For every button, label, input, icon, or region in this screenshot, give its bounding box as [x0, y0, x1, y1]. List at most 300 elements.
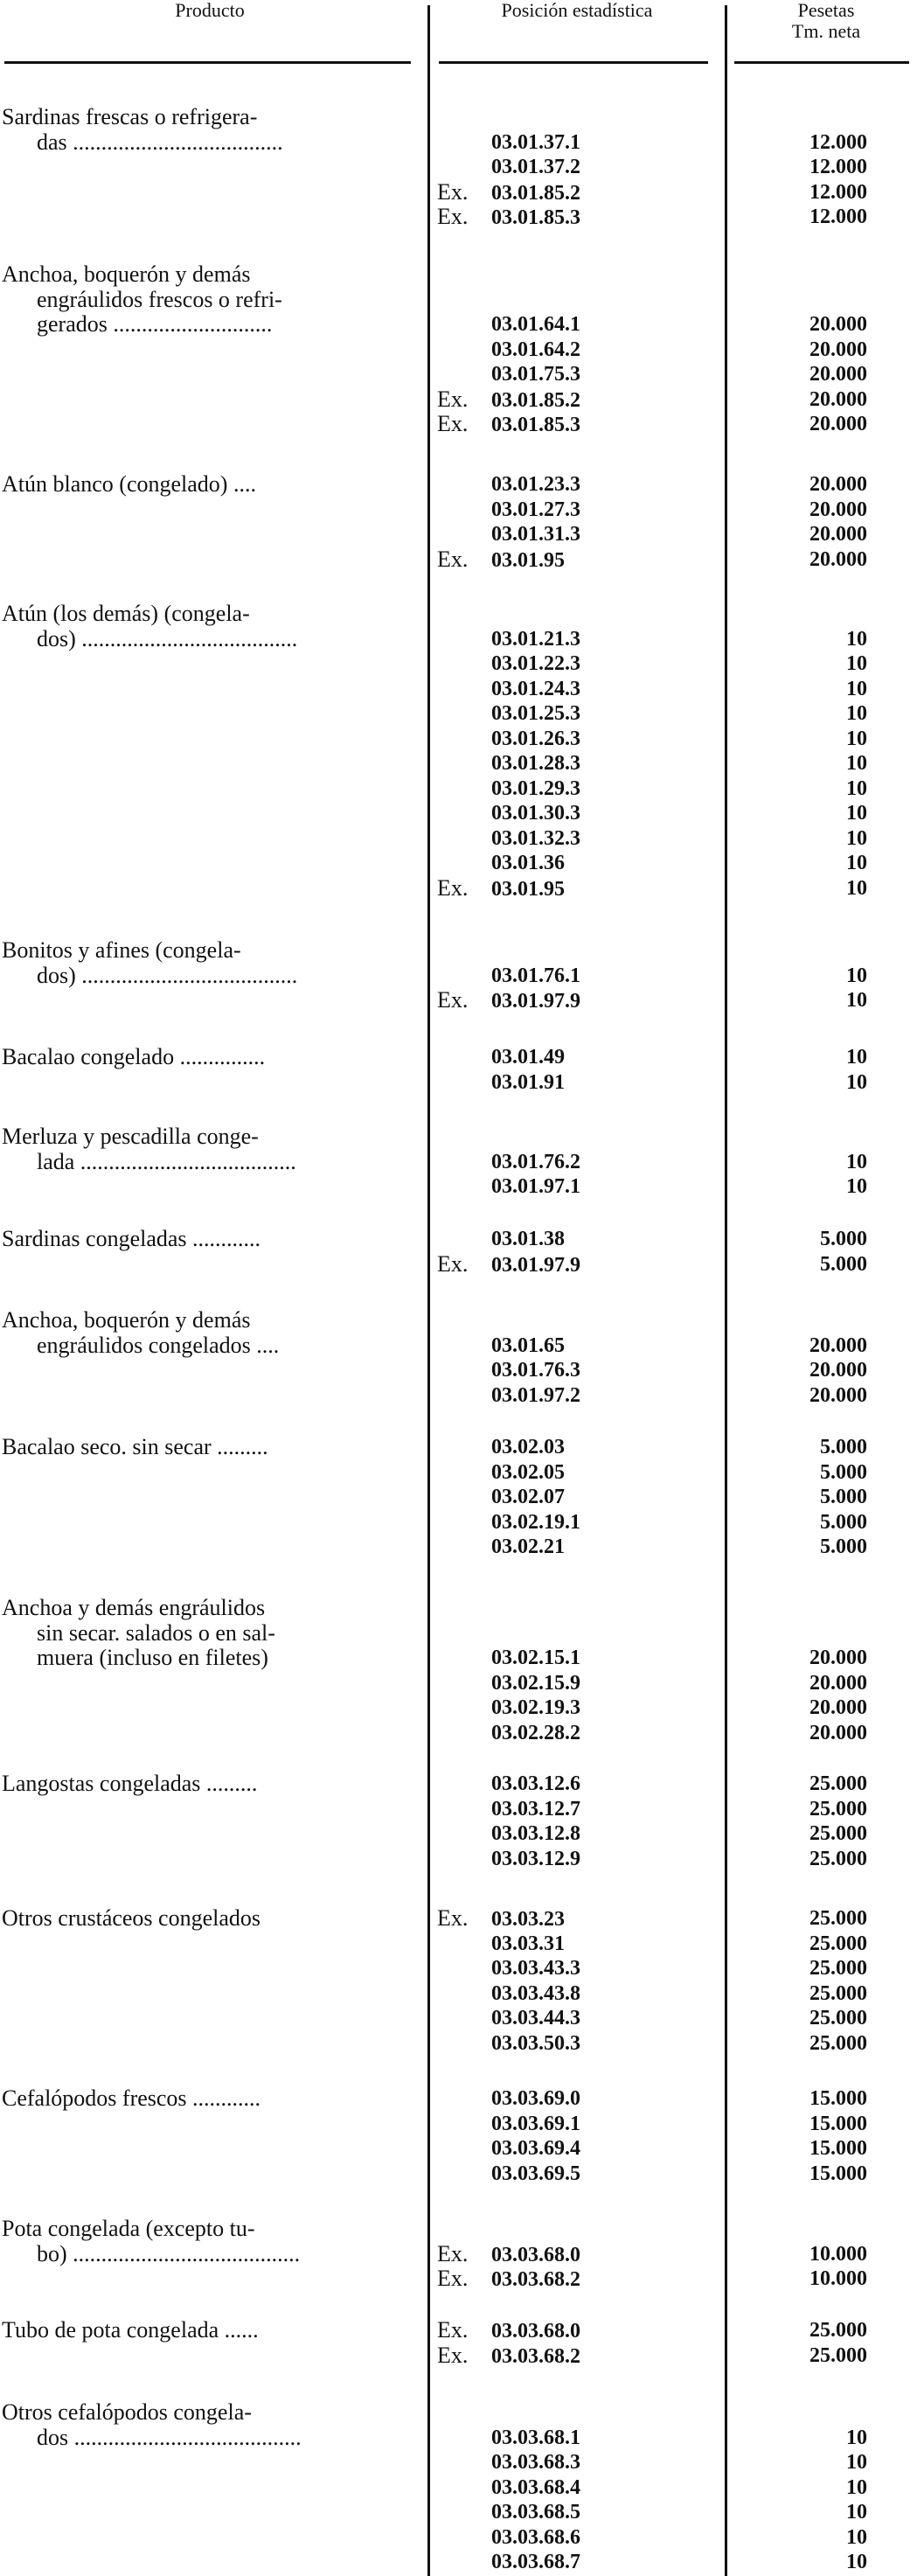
- position-code-row: [437, 1932, 717, 1957]
- value-pesetas-per-tonne: 10: [846, 802, 867, 825]
- product-name-line: das .....................................: [37, 129, 283, 155]
- position-code: 03.01.24.3: [491, 677, 580, 700]
- position-code: 03.03.69.4: [491, 2137, 580, 2160]
- position-code: 03.03.43.8: [491, 1981, 580, 2005]
- column-header-value-line1: Pesetas: [797, 0, 855, 21]
- position-code: 03.03.68.0: [491, 2243, 580, 2266]
- position-code: 03.01.37.2: [491, 156, 580, 178]
- position-code: 03.01.25.3: [491, 702, 580, 725]
- position-code-row: [437, 205, 717, 230]
- value-pesetas-per-tonne: 5.000: [820, 1486, 867, 1508]
- position-codes: [437, 1906, 717, 2056]
- position-code: 03.01.97.9: [491, 990, 580, 1013]
- position-code: 03.03.68.4: [491, 2475, 580, 2499]
- position-code-row: [437, 180, 717, 205]
- value-pesetas-per-tonne: 20.000: [809, 363, 867, 386]
- position-codes: [437, 2242, 717, 2292]
- value-pesetas-per-tonne: 5.000: [820, 1510, 867, 1534]
- value-pesetas-per-tonne: 15.000: [809, 2137, 867, 2160]
- product-name-line: Tubo de pota congelada ......: [2, 2318, 259, 2343]
- position-code: 03.02.19.1: [491, 1510, 580, 1534]
- position-codes: [437, 2426, 717, 2575]
- value-pesetas-per-tonne: 10: [846, 627, 867, 651]
- position-code: 03.01.85.3: [491, 206, 580, 229]
- ex-prefix: Ex.: [437, 2342, 469, 2368]
- product-name-line: Bacalao seco. sin secar .........: [2, 1435, 268, 1459]
- product-name: [2, 1308, 409, 1358]
- value-pesetas-per-tonne: 5.000: [820, 1252, 867, 1276]
- position-code: 03.01.97.2: [491, 1383, 580, 1407]
- value-list: [734, 1150, 867, 1200]
- position-code-row: [437, 2475, 717, 2501]
- position-code-row: [437, 727, 717, 752]
- value-pesetas-per-tonne: 20.000: [809, 1696, 867, 1719]
- position-code-row: [437, 851, 717, 876]
- value-pesetas-per-tonne: 5.000: [820, 1228, 867, 1250]
- position-code: 03.03.69.1: [491, 2112, 580, 2135]
- value-pesetas-per-tonne: 10: [846, 852, 867, 874]
- value-list: [734, 964, 867, 1013]
- position-code-row: [437, 1772, 717, 1797]
- position-code: 03.01.23.3: [491, 473, 580, 496]
- position-code: 03.03.68.1: [491, 2426, 580, 2449]
- position-code-row: [437, 2343, 717, 2369]
- position-code: 03.01.30.3: [491, 802, 580, 825]
- column-divider-2: [725, 5, 727, 2576]
- value-pesetas-per-tonne: 10.000: [809, 2242, 867, 2266]
- column-header-position-label: Posición estadística: [501, 0, 653, 21]
- position-code-row: [437, 677, 717, 702]
- product-name: [2, 1124, 409, 1174]
- position-code-row: [437, 776, 717, 802]
- value-pesetas-per-tonne: 20.000: [809, 1383, 867, 1407]
- position-code: 03.01.85.2: [491, 181, 580, 205]
- position-code-row: [437, 387, 717, 413]
- position-code-row: [437, 412, 717, 437]
- product-name-line: Atún (los demás) (congela-: [2, 602, 250, 626]
- position-code: 03.01.97.9: [491, 1253, 580, 1277]
- ex-prefix: Ex.: [437, 204, 469, 229]
- position-code: 03.03.69.0: [491, 2087, 580, 2110]
- product-name-line: Otros cefalópodos congela-: [2, 2400, 252, 2425]
- value-pesetas-per-tonne: 10: [846, 652, 867, 675]
- value-pesetas-per-tonne: 20.000: [809, 413, 867, 435]
- position-code-row: [437, 826, 717, 852]
- position-codes: [437, 1227, 717, 1277]
- product-name-line: sin secar. salados o en sal-: [37, 1620, 275, 1646]
- position-code: 03.01.76.3: [491, 1359, 580, 1382]
- position-code: 03.03.31: [491, 1932, 565, 1955]
- position-codes: [437, 472, 717, 572]
- value-pesetas-per-tonne: 20.000: [809, 523, 867, 546]
- value-pesetas-per-tonne: 25.000: [809, 1822, 867, 1845]
- product-name-line: engráulidos congelados ....: [37, 1333, 280, 1358]
- position-code: 03.03.44.3: [491, 2007, 580, 2029]
- product-name-line: muera (incluso en filetes): [37, 1646, 268, 1670]
- position-code-row: [437, 1671, 717, 1696]
- position-code: 03.02.03: [491, 1436, 565, 1459]
- position-code-row: [437, 1721, 717, 1746]
- product-name: [2, 262, 409, 338]
- value-pesetas-per-tonne: 10: [846, 2551, 867, 2573]
- value-pesetas-per-tonne: 20.000: [809, 498, 867, 521]
- position-code: 03.02.15.9: [491, 1671, 580, 1695]
- product-name-line: Merluza y pescadilla conge-: [2, 1124, 259, 1149]
- header-rule-product: [4, 61, 411, 64]
- position-code-row: [437, 2136, 717, 2162]
- product-name: [2, 105, 409, 155]
- product-name-line: Sardinas frescas o refrigera-: [2, 105, 258, 129]
- position-code: 03.03.68.5: [491, 2501, 580, 2524]
- product-name-line: Anchoa y demás engráulidos: [2, 1596, 266, 1620]
- value-pesetas-per-tonne: 10: [846, 964, 867, 987]
- product-name-line: dos ........................................: [37, 2425, 302, 2450]
- position-code: 03.02.15.1: [491, 1647, 580, 1669]
- product-name: [2, 1906, 409, 1932]
- position-codes: [437, 130, 717, 230]
- product-name-line: lada ......................................: [37, 1149, 296, 1174]
- position-code: 03.02.28.2: [491, 1721, 580, 1744]
- position-code: 03.01.32.3: [491, 826, 580, 850]
- position-code: 03.01.27.3: [491, 498, 580, 521]
- value-list: [734, 1772, 867, 1871]
- position-code-row: [437, 2112, 717, 2137]
- product-name-line: Anchoa, boquerón y demás: [2, 1308, 251, 1333]
- position-codes: [437, 964, 717, 1013]
- value-pesetas-per-tonne: 10: [846, 2475, 867, 2499]
- product-name-line: Bacalao congelado ...............: [2, 1045, 266, 1069]
- position-code-row: [437, 1797, 717, 1822]
- value-pesetas-per-tonne: 10: [846, 776, 867, 800]
- value-list: [734, 2318, 867, 2368]
- header-rule-position: [439, 61, 708, 64]
- ex-prefix: Ex.: [437, 386, 469, 412]
- position-code-row: [437, 1252, 717, 1278]
- position-code: 03.01.21.3: [491, 627, 580, 651]
- position-code: 03.03.68.7: [491, 2551, 580, 2573]
- position-code: 03.02.21: [491, 1535, 565, 1558]
- position-code: 03.03.12.6: [491, 1772, 580, 1795]
- position-code-row: [437, 1695, 717, 1721]
- product-name-line: dos) ......................................: [37, 626, 298, 651]
- product-name-line: Otros crustáceos congelados: [2, 1906, 261, 1931]
- position-code: 03.01.28.3: [491, 752, 580, 775]
- position-codes: [437, 312, 717, 437]
- position-code-row: [437, 312, 717, 338]
- position-codes: [437, 1435, 717, 1560]
- position-code-row: [437, 701, 717, 727]
- value-pesetas-per-tonne: 20.000: [809, 1359, 867, 1382]
- position-code-row: [437, 1227, 717, 1252]
- position-codes: [437, 1045, 717, 1095]
- column-header-product-label: Producto: [175, 0, 245, 21]
- position-code: 03.03.23: [491, 1908, 565, 1931]
- value-pesetas-per-tonne: 10: [846, 2451, 867, 2474]
- value-pesetas-per-tonne: 15.000: [809, 2087, 867, 2110]
- position-code-row: [437, 1383, 717, 1409]
- position-code-row: [437, 472, 717, 498]
- product-name: [2, 2217, 409, 2266]
- position-code-row: [437, 522, 717, 547]
- position-code-row: [437, 876, 717, 902]
- position-code-row: [437, 2086, 717, 2112]
- value-pesetas-per-tonne: 10: [846, 2426, 867, 2449]
- ex-prefix: Ex.: [437, 2266, 469, 2291]
- product-name: [2, 1596, 409, 1671]
- value-pesetas-per-tonne: 10: [846, 876, 867, 900]
- position-code-row: [437, 651, 717, 677]
- position-code-row: [437, 1847, 717, 1872]
- column-header-product: [0, 0, 420, 21]
- position-code: 03.01.64.2: [491, 338, 580, 361]
- position-code-row: [437, 2242, 717, 2267]
- product-name-line: bo) ........................................: [37, 2241, 301, 2266]
- ex-prefix: Ex.: [437, 2317, 469, 2343]
- value-pesetas-per-tonne: 20.000: [809, 473, 867, 496]
- position-code-row: [437, 1045, 717, 1070]
- position-code: 03.03.12.7: [491, 1797, 580, 1821]
- position-codes: [437, 2318, 717, 2368]
- product-name: [2, 1772, 409, 1797]
- product-name-line: engráulidos frescos o refri-: [37, 287, 282, 312]
- position-code: 03.01.65: [491, 1333, 565, 1357]
- value-pesetas-per-tonne: 10: [846, 677, 867, 700]
- position-code: 03.01.64.1: [491, 313, 580, 336]
- position-code: 03.03.68.6: [491, 2525, 580, 2549]
- position-code: 03.01.36: [491, 852, 565, 874]
- value-pesetas-per-tonne: 12.000: [809, 205, 867, 228]
- position-code: 03.03.68.3: [491, 2451, 580, 2474]
- position-code-row: [437, 1174, 717, 1200]
- value-pesetas-per-tonne: 25.000: [809, 2319, 867, 2342]
- position-code-row: [437, 1358, 717, 1383]
- product-name: [2, 2086, 409, 2112]
- position-code: 03.01.75.3: [491, 363, 580, 386]
- value-pesetas-per-tonne: 5.000: [820, 1436, 867, 1459]
- column-header-value: [734, 0, 918, 42]
- position-code-row: [437, 338, 717, 363]
- value-list: [734, 1045, 867, 1095]
- value-pesetas-per-tonne: 25.000: [809, 2007, 867, 2029]
- value-pesetas-per-tonne: 12.000: [809, 130, 867, 154]
- position-code: 03.03.12.8: [491, 1822, 580, 1845]
- value-pesetas-per-tonne: 25.000: [809, 1981, 867, 2005]
- product-name-line: Pota congelada (excepto tu-: [2, 2217, 255, 2241]
- position-code: 03.03.43.3: [491, 1957, 580, 1980]
- column-divider-1: [427, 5, 430, 2576]
- value-list: [734, 2242, 867, 2292]
- ex-prefix: Ex.: [437, 2240, 469, 2266]
- value-pesetas-per-tonne: 20.000: [809, 1647, 867, 1669]
- value-pesetas-per-tonne: 10: [846, 727, 867, 750]
- value-pesetas-per-tonne: 20.000: [809, 338, 867, 361]
- position-codes: [437, 1772, 717, 1871]
- value-list: [734, 2086, 867, 2186]
- value-pesetas-per-tonne: 25.000: [809, 1932, 867, 1955]
- position-code: 03.01.95: [491, 877, 565, 901]
- position-code: 03.01.49: [491, 1046, 565, 1069]
- value-pesetas-per-tonne: 15.000: [809, 2162, 867, 2185]
- ex-prefix: Ex.: [437, 987, 469, 1013]
- product-name-line: Cefalópodos frescos ............: [2, 2086, 261, 2111]
- value-pesetas-per-tonne: 10: [846, 1175, 867, 1198]
- column-header-position: [433, 0, 721, 21]
- position-codes: [437, 2086, 717, 2186]
- position-code-row: [437, 362, 717, 387]
- position-code: 03.01.26.3: [491, 727, 580, 750]
- ex-prefix: Ex.: [437, 874, 469, 901]
- position-codes: [437, 627, 717, 902]
- value-pesetas-per-tonne: 20.000: [809, 1721, 867, 1744]
- position-code: 03.01.85.2: [491, 388, 580, 412]
- value-pesetas-per-tonne: 25.000: [809, 1907, 867, 1930]
- position-code-row: [437, 1435, 717, 1460]
- position-codes: [437, 1150, 717, 1200]
- position-code-row: [437, 1070, 717, 1096]
- position-code-row: [437, 988, 717, 1013]
- value-list: [734, 1906, 867, 2056]
- position-code-row: [437, 155, 717, 180]
- position-code-row: [437, 627, 717, 652]
- position-code: 03.01.76.1: [491, 964, 580, 987]
- value-pesetas-per-tonne: 5.000: [820, 1535, 867, 1558]
- position-code: 03.03.50.3: [491, 2031, 580, 2055]
- product-name: [2, 938, 409, 988]
- value-list: [734, 2426, 867, 2575]
- product-name: [2, 602, 409, 651]
- product-name-line: Anchoa, boquerón y demás: [2, 262, 251, 287]
- value-pesetas-per-tonne: 10: [846, 2525, 867, 2549]
- position-code-row: [437, 1906, 717, 1932]
- value-pesetas-per-tonne: 25.000: [809, 2031, 867, 2055]
- value-list: [734, 1646, 867, 1745]
- position-code-row: [437, 801, 717, 826]
- value-pesetas-per-tonne: 10: [846, 989, 867, 1012]
- value-pesetas-per-tonne: 25.000: [809, 2343, 867, 2367]
- position-code-row: [437, 2450, 717, 2475]
- header-rule-value: [734, 61, 909, 64]
- position-code-row: [437, 2031, 717, 2057]
- position-code-row: [437, 751, 717, 776]
- position-code-row: [437, 2266, 717, 2292]
- position-code: 03.02.07: [491, 1486, 565, 1508]
- value-pesetas-per-tonne: 12.000: [809, 180, 867, 204]
- product-name-line: dos) ......................................: [37, 963, 298, 988]
- position-code-row: [437, 1460, 717, 1486]
- value-pesetas-per-tonne: 15.000: [809, 2112, 867, 2135]
- position-code: 03.01.95: [491, 548, 565, 572]
- position-code-row: [437, 2162, 717, 2187]
- product-name: [2, 472, 409, 498]
- value-pesetas-per-tonne: 10.000: [809, 2267, 867, 2290]
- position-codes: [437, 1333, 717, 1409]
- position-code-row: [437, 1150, 717, 1175]
- position-code-row: [437, 547, 717, 573]
- position-code-row: [437, 1646, 717, 1671]
- product-name: [2, 2318, 409, 2343]
- position-code: 03.01.29.3: [491, 776, 580, 800]
- product-name-line: Sardinas congeladas ............: [2, 1227, 261, 1251]
- position-code-row: [437, 1981, 717, 2007]
- value-list: [734, 1435, 867, 1560]
- value-pesetas-per-tonne: 20.000: [809, 387, 867, 411]
- position-code: 03.01.37.1: [491, 130, 580, 154]
- column-header-value-line2: Tm. neta: [791, 20, 861, 42]
- value-list: [734, 472, 867, 572]
- position-code-row: [437, 1956, 717, 1981]
- product-name-line: Bonitos y afines (congela-: [2, 938, 241, 963]
- position-code: 03.01.31.3: [491, 523, 580, 546]
- product-name-line: gerados ............................: [37, 312, 273, 337]
- value-pesetas-per-tonne: 10: [846, 1046, 867, 1069]
- position-code-row: [437, 1333, 717, 1359]
- product-name-line: Atún blanco (congelado) ....: [2, 472, 256, 497]
- value-pesetas-per-tonne: 12.000: [809, 156, 867, 178]
- position-code-row: [437, 498, 717, 523]
- position-code-row: [437, 1821, 717, 1847]
- value-pesetas-per-tonne: 25.000: [809, 1797, 867, 1821]
- value-pesetas-per-tonne: 10: [846, 1150, 867, 1173]
- position-code: 03.03.68.2: [491, 2268, 580, 2291]
- position-code-row: [437, 1510, 717, 1535]
- position-code: 03.01.22.3: [491, 652, 580, 675]
- position-codes: [437, 1646, 717, 1745]
- value-pesetas-per-tonne: 10: [846, 1070, 867, 1094]
- position-code: 03.01.97.1: [491, 1175, 580, 1198]
- value-pesetas-per-tonne: 10: [846, 702, 867, 725]
- position-code-row: [437, 2426, 717, 2451]
- value-pesetas-per-tonne: 20.000: [809, 1671, 867, 1695]
- product-name: [2, 1227, 409, 1252]
- ex-prefix: Ex.: [437, 546, 469, 572]
- position-code-row: [437, 2500, 717, 2525]
- product-name: [2, 1045, 409, 1070]
- position-code-row: [437, 2318, 717, 2343]
- value-list: [734, 1227, 867, 1277]
- position-code-row: [437, 2550, 717, 2575]
- position-code: 03.01.76.2: [491, 1150, 580, 1173]
- ex-prefix: Ex.: [437, 178, 469, 205]
- value-list: [734, 130, 867, 230]
- value-pesetas-per-tonne: 10: [846, 2501, 867, 2524]
- value-pesetas-per-tonne: 20.000: [809, 313, 867, 336]
- value-pesetas-per-tonne: 25.000: [809, 1772, 867, 1795]
- ex-prefix: Ex.: [437, 411, 469, 436]
- value-pesetas-per-tonne: 10: [846, 826, 867, 850]
- position-code: 03.03.12.9: [491, 1847, 580, 1870]
- position-code-row: [437, 2525, 717, 2551]
- value-pesetas-per-tonne: 10: [846, 752, 867, 775]
- position-code-row: [437, 1535, 717, 1560]
- value-list: [734, 1333, 867, 1409]
- ex-prefix: Ex.: [437, 1250, 469, 1277]
- position-code: 03.02.05: [491, 1460, 565, 1484]
- value-pesetas-per-tonne: 20.000: [809, 1333, 867, 1357]
- value-list: [734, 627, 867, 902]
- value-pesetas-per-tonne: 5.000: [820, 1460, 867, 1484]
- product-name: [2, 2400, 409, 2450]
- position-code-row: [437, 130, 717, 156]
- position-code: 03.03.68.2: [491, 2344, 580, 2368]
- position-code-row: [437, 2006, 717, 2031]
- value-pesetas-per-tonne: 25.000: [809, 1847, 867, 1870]
- position-code: 03.03.68.0: [491, 2320, 580, 2343]
- position-code-row: [437, 964, 717, 989]
- product-name: [2, 1435, 409, 1460]
- position-code-row: [437, 1485, 717, 1510]
- position-code: 03.03.69.5: [491, 2162, 580, 2185]
- ex-prefix: Ex.: [437, 1905, 469, 1931]
